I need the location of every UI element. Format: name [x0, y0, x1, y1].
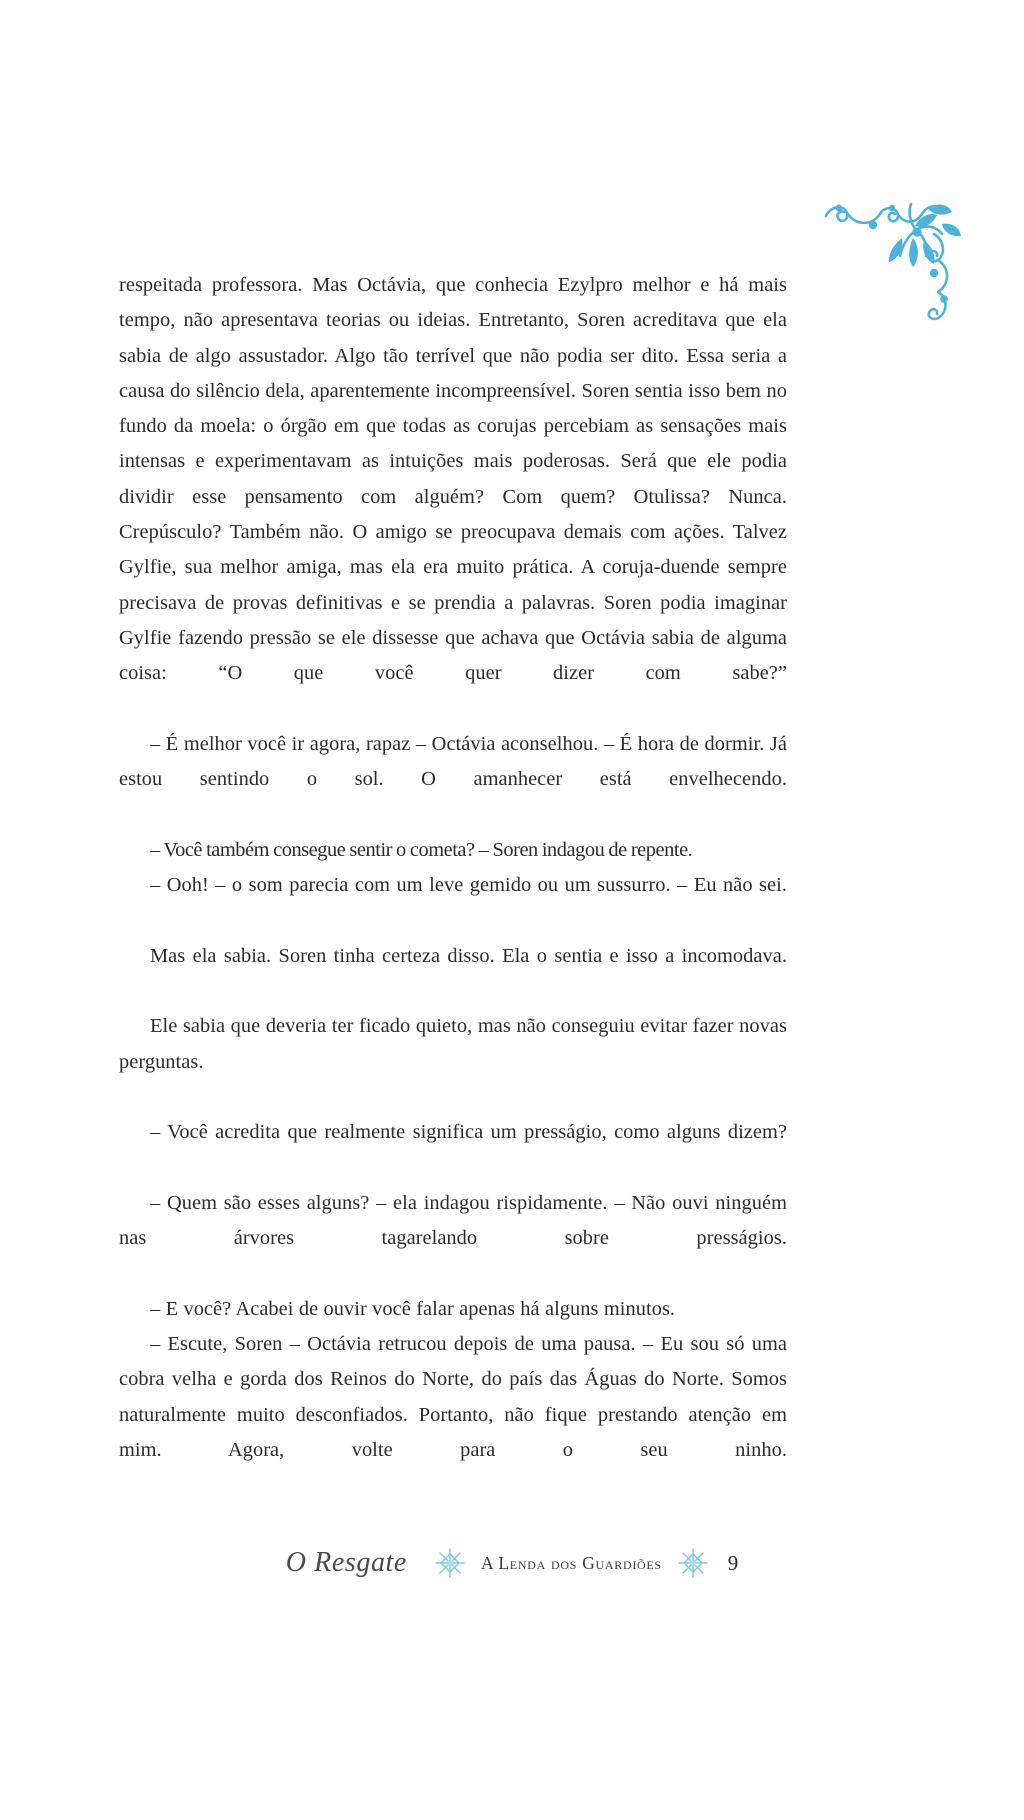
paragraph: – Quem são esses alguns? – ela indagou rispidamente. – Não ouvi ninguém nas árvores tagarelando sobre presságios.	[119, 1191, 787, 1250]
paragraph: – Ooh! – o som parecia com um leve gemido ou um sussurro. – Eu não sei.	[150, 874, 787, 897]
series-title: A Lenda dos Guardiões	[480, 1552, 662, 1573]
body-text	[119, 268, 787, 1503]
paragraph: respeitada professora. Mas Octávia, que conhecia Ezylpro melhor e há mais tempo, não apresentava teorias ou ideias. Entretanto, Soren acreditava que ela sabia de algo assustador. Algo tão terrível que não podia ser dito. Essa seria a causa do silêncio dela, aparentemente incompreensível. Soren sentia isso bem no fundo da moela: o órgão em que todas as corujas percebiam as sensações mais intensas e experimentavam as intuições mais poderosas. Será que ele podia dividir esse pensamento com alguém? Com quem? Otulissa? Nunca. Crepúsculo? Também não. O amigo se preocupava demais com ações. Talvez Gylfie, sua melhor amiga, mas ela era muito prática. A coruja-duende sempre precisava de provas definitivas e se prendia a palavras. Soren podia imaginar Gylfie fazendo pressão se ele dissesse que achava que Octávia sabia de alguma coisa: “O que você quer dizer com sabe?”	[119, 274, 787, 685]
paragraph: Mas ela sabia. Soren tinha certeza disso. Ela o sentia e isso a incomodava.	[150, 944, 787, 967]
corner-flourish-icon	[816, 168, 976, 328]
paragraph: – Você também consegue sentir o cometa? – Soren indagou de repente.	[150, 838, 693, 861]
paragraph: – Escute, Soren – Octávia retrucou depois de uma pausa. – Eu sou só uma cobra velha e gorda dos Reinos do Norte, do país das Águas do Norte. Somos naturalmente muito desconfiados. Portanto, não fique prestando atenção em mim. Agora, volte para o seu ninho.	[119, 1332, 787, 1461]
paragraph: Ele sabia que deveria ter ficado quieto, mas não conseguiu evitar fazer novas perguntas.	[119, 1015, 787, 1073]
paragraph: – E você? Acabei de ouvir você falar apenas há alguns minutos.	[150, 1297, 676, 1320]
snowflake-icon	[433, 1546, 467, 1580]
snowflake-icon	[676, 1546, 710, 1580]
page-number: 9	[727, 1550, 739, 1575]
paragraph: – É melhor você ir agora, rapaz – Octávia aconselhou. – É hora de dormir. Já estou sentindo o sol. O amanhecer está envelhecendo.	[119, 732, 787, 791]
page-footer	[0, 1546, 1024, 1580]
paragraph: – Você acredita que realmente significa um presságio, como alguns dizem?	[150, 1121, 787, 1144]
book-title: O Resgate	[285, 1547, 407, 1578]
